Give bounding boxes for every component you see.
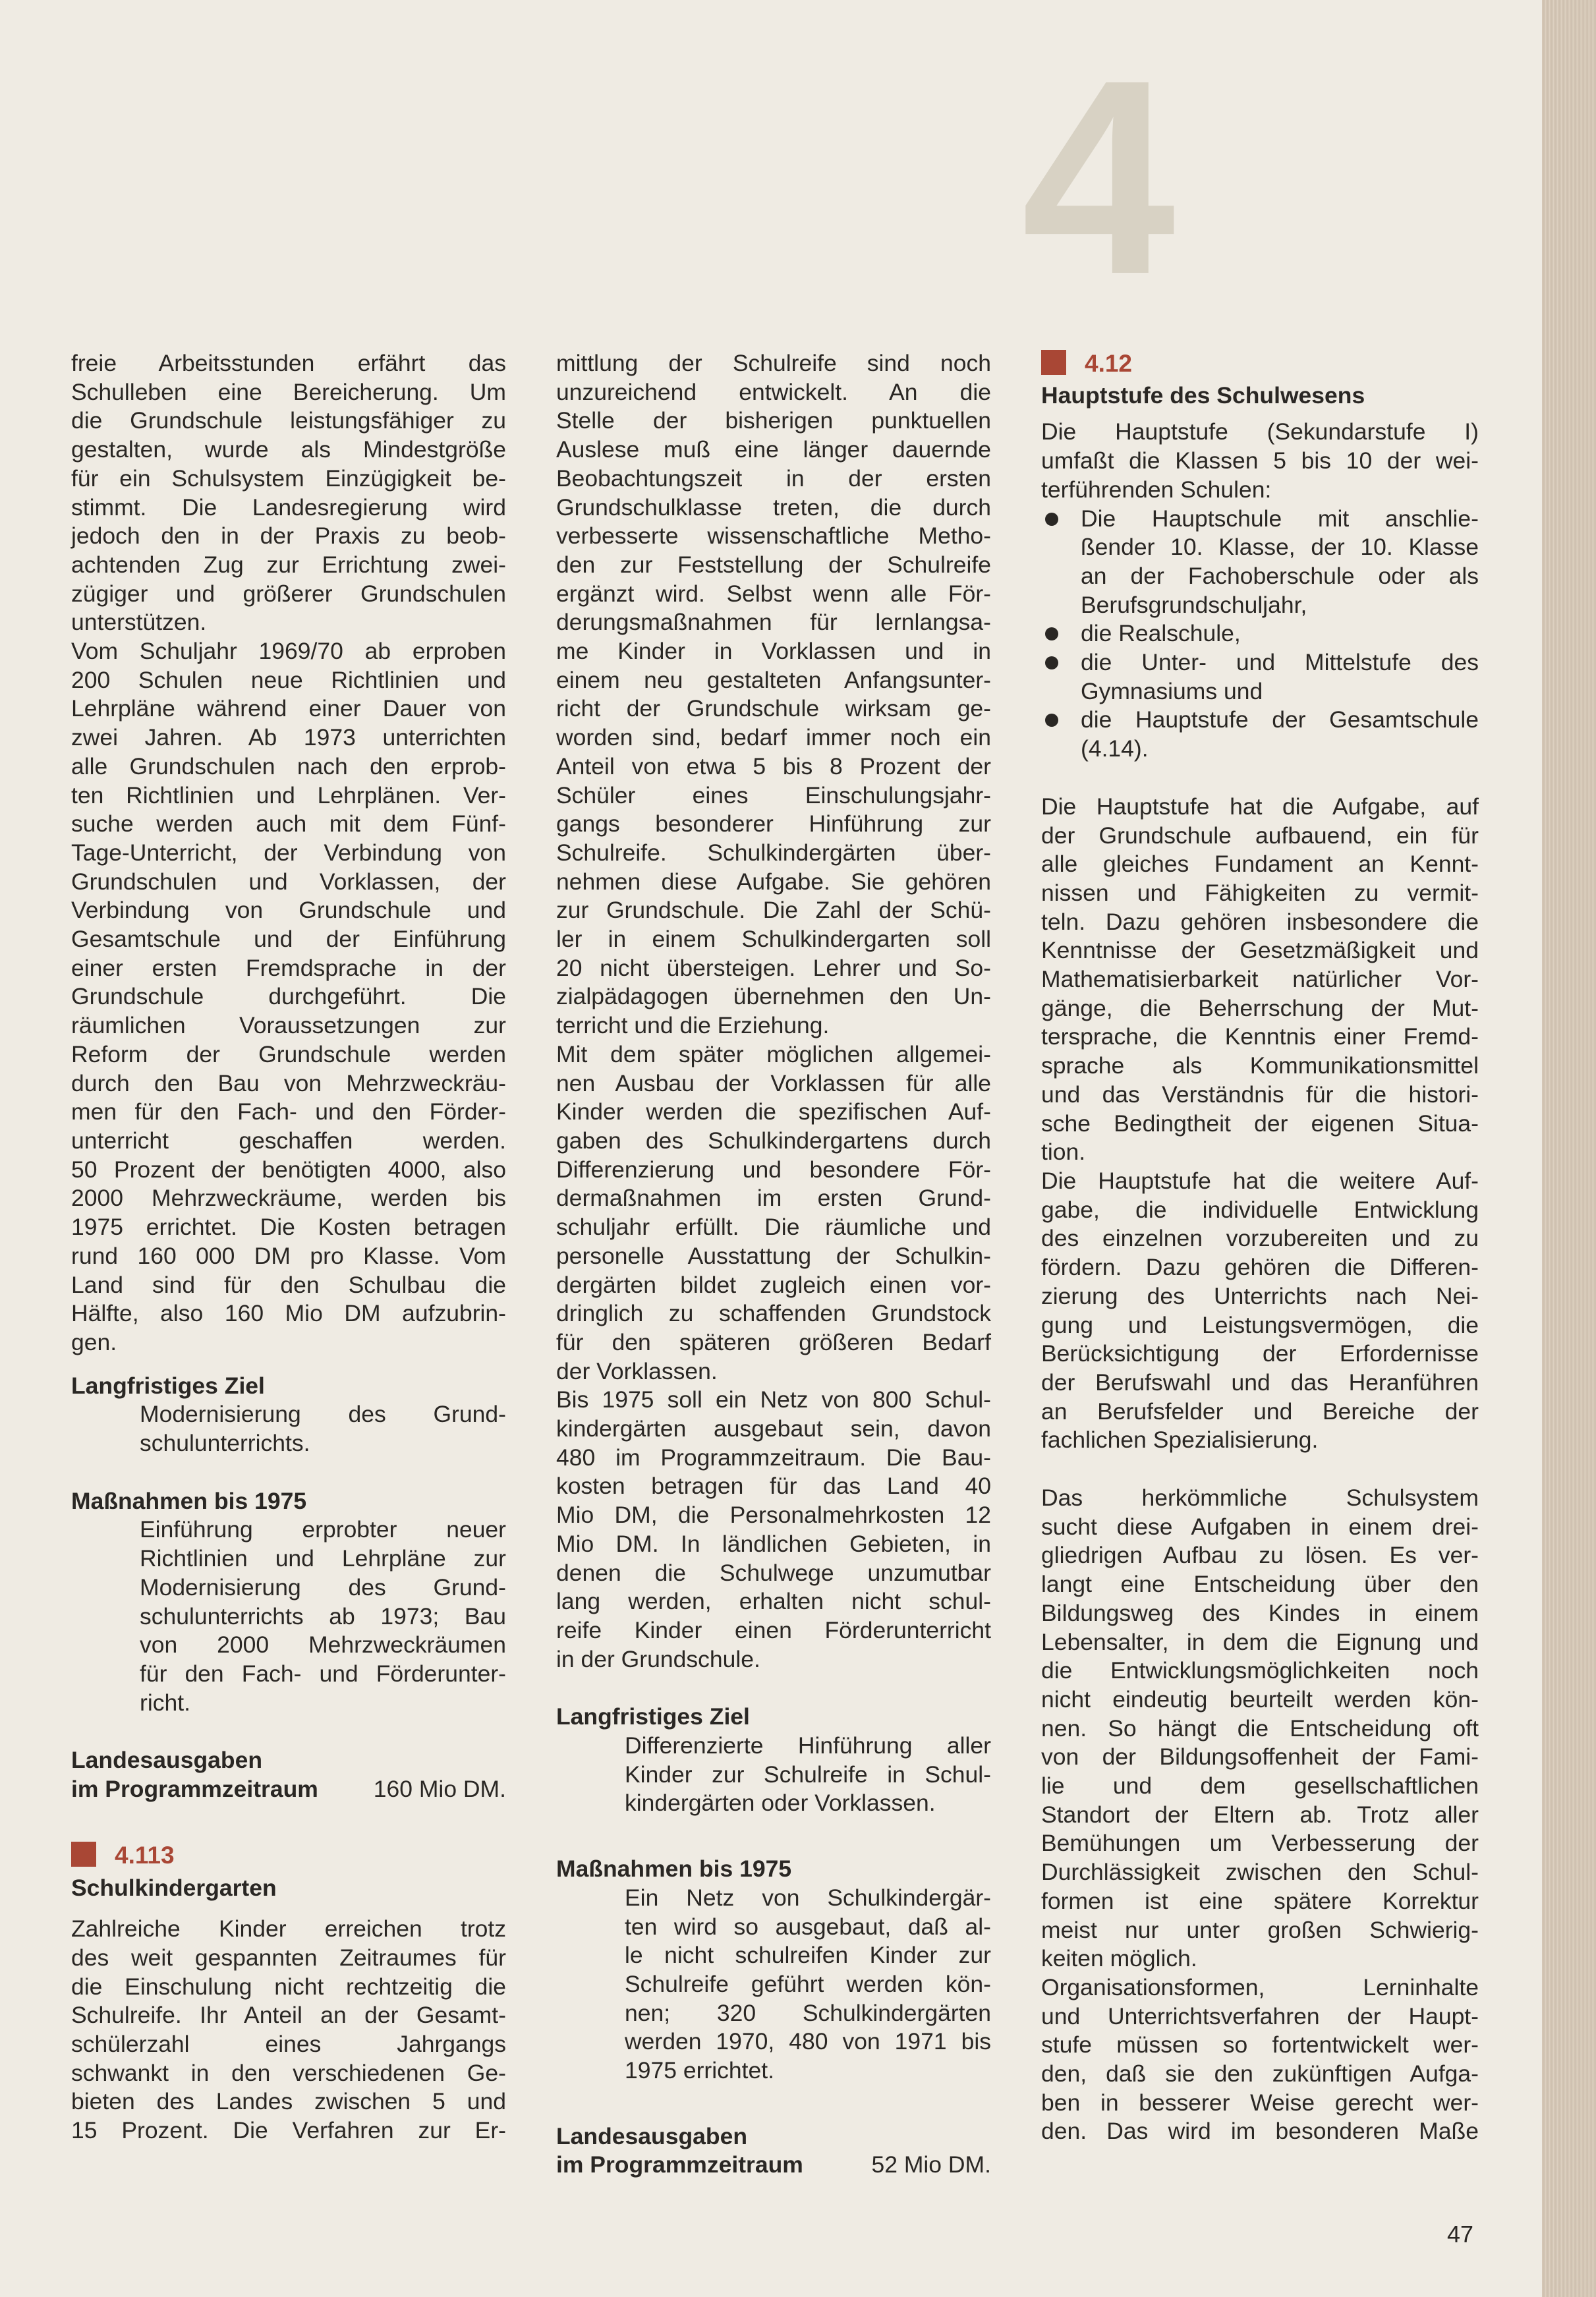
text-line: kosten betragen für das Land 40 (556, 1473, 991, 1500)
text-line: Grundschulklasse treten, die durch (556, 494, 991, 521)
text-line: Stelle der bisherigen punktuellen (556, 407, 991, 434)
chapter-number: 4 (1021, 23, 1176, 332)
text-line: Durchlässigkeit zwischen den Schul- (1041, 1859, 1479, 1886)
text-line: Kinder werden die spezifischen Auf- (556, 1098, 991, 1125)
text-line: Schulreife geführt werden kön- (625, 1970, 991, 1997)
text-line: 200 Schulen neue Richtlinien und (71, 666, 506, 693)
text-line: des einzelnen vorzubereiten und zu (1041, 1225, 1479, 1252)
text-line: achtenden Zug zur Errichtung zwei- (71, 551, 506, 578)
text-line: keiten möglich. (1041, 1945, 1197, 1972)
text-line: Mathematisierbarkeit natürlicher Vor- (1041, 966, 1479, 993)
text-line: schulunterrichts ab 1973; Bau (140, 1602, 506, 1630)
text-line: terricht und die Erziehung. (556, 1012, 830, 1039)
text-line: den. Das wird im besonderen Maße (1041, 2118, 1479, 2145)
spending-value: 160 Mio DM. (373, 1776, 506, 1803)
text-line: Die Hauptstufe (Sekundarstufe I) (1041, 418, 1479, 445)
section-number: 4.113 (115, 1841, 175, 1869)
text-line: bieten des Landes zwischen 5 und (71, 2088, 506, 2115)
text-line: ben in besserer Weise gerecht wer- (1041, 2089, 1479, 2116)
text-line: derungsmaßnahmen für lernlangsa- (556, 609, 991, 636)
text-line: jedoch den in der Praxis zu beob- (71, 523, 506, 550)
text-line: Bis 1975 soll ein Netz von 800 Schul- (556, 1386, 991, 1413)
bullet-icon (1041, 648, 1081, 706)
text-line: Schulleben eine Bereicherung. Um (71, 378, 506, 405)
text-line: Schulreife. Ihr Anteil an der Gesamt- (71, 2002, 506, 2029)
text-line: richt. (140, 1689, 190, 1716)
list-item (1041, 648, 1479, 706)
text-line: Kenntnisse der Gesetzmäßigkeit und (1041, 937, 1479, 964)
text-line: Organisationsformen, Lerninhalte (1041, 1973, 1479, 2000)
goal-text (71, 1400, 506, 1458)
text-line: Land sind für den Schulbau die (71, 1271, 506, 1298)
text-line: den, daß sie den zukünftigen Aufga- (1041, 2060, 1479, 2087)
bullet-icon (1041, 706, 1081, 763)
paragraph-2 (1041, 1484, 1479, 2146)
list-item (1041, 619, 1479, 648)
section-marker-icon (71, 1842, 96, 1867)
spending-heading: Landesausgaben (556, 2122, 747, 2149)
text-line: gen. (71, 1328, 117, 1355)
text-line: die Entwicklungsmöglichkeiten noch (1041, 1657, 1479, 1684)
text-line: langt eine Entscheidung über den (1041, 1571, 1479, 1598)
col2-body (556, 349, 991, 1674)
text-line: teln. Dazu gehören insbesondere die (1041, 908, 1479, 935)
text-line: Modernisierung des Grund- (140, 1401, 506, 1428)
text-line: an der Fachoberschule oder als (1081, 562, 1479, 589)
text-line: Berücksichtigung der Erfordernisse (1041, 1340, 1479, 1367)
spending-row (556, 2151, 991, 2180)
text-line: Schüler eines Einschulungsjahr- (556, 781, 991, 808)
text-line: an Berufsfelder und Bereiche der (1041, 1398, 1479, 1425)
section-number: 4.12 (1085, 350, 1133, 377)
text-line: Das herkömmliche Schulsystem (1041, 1485, 1479, 1512)
text-line: sprache als Kommunikationsmittel (1041, 1052, 1479, 1079)
text-line: Lehrpläne während einer Dauer von (71, 695, 506, 722)
spending-value: 52 Mio DM. (871, 2151, 991, 2178)
measures-text (556, 1884, 991, 2085)
text-line: 1975 errichtet. (625, 2057, 774, 2084)
text-line: Tage-Unterricht, der Verbindung von (71, 839, 506, 866)
text-line: Vom Schuljahr 1969/70 ab erproben (71, 638, 506, 665)
text-line: Die Hauptstufe hat die weitere Auf- (1041, 1167, 1479, 1194)
text-line: le nicht schulreifen Kinder zur (625, 1942, 991, 1969)
text-line: mittlung der Schulreife sind noch (556, 350, 991, 376)
text-line: 15 Prozent. Die Verfahren zur Er- (71, 2117, 506, 2144)
text-line: Gesamtschule und der Einführung (71, 926, 506, 953)
text-line: zügiger und größerer Grundschulen (71, 580, 506, 607)
text-line: ten Richtlinien und Lehrplänen. Ver- (71, 781, 506, 808)
text-line: schwankt in den verschiedenen Ge- (71, 2059, 506, 2086)
text-line: Grundschule durchgeführt. Die (71, 983, 506, 1010)
column-2 (556, 349, 991, 2180)
text-line: Richtlinien und Lehrpläne zur (140, 1545, 506, 1572)
book-page-edge (1542, 0, 1596, 2297)
text-line: sche Bedingtheit der eigenen Situa- (1041, 1110, 1479, 1137)
bullet-list (1041, 505, 1479, 764)
text-line: einer ersten Fremdsprache in der (71, 954, 506, 981)
text-line: richt der Grundschule wirksam ge- (556, 695, 991, 722)
text-line: gung und Leistungsvermögen, die (1041, 1311, 1479, 1338)
text-line: kindergärten ausgebaut sein, davon (556, 1415, 991, 1442)
text-line: alle Grundschulen nach den erprob- (71, 752, 506, 780)
text-line: unterstützen. (71, 609, 207, 636)
text-line: ten wird so ausgebaut, daß al- (625, 1913, 991, 1940)
spending-label: im Programmzeitraum (71, 1776, 318, 1803)
text-line: der Vorklassen. (556, 1357, 718, 1384)
text-line: Die Hauptschule mit anschlie- (1081, 505, 1479, 532)
spending-label: im Programmzeitraum (556, 2151, 803, 2178)
text-line: personelle Ausstattung der Schulkin- (556, 1242, 991, 1269)
text-line: Die Hauptstufe hat die Aufgabe, auf (1041, 793, 1479, 820)
section-text (71, 1915, 506, 2145)
text-line: ßender 10. Klasse, der 10. Klasse (1081, 534, 1479, 561)
text-line: Auslese muß eine länger dauernde (556, 436, 991, 463)
text-line: einem neu gestalteten Anfangsunter- (556, 666, 991, 693)
text-line: fördern. Dazu gehören die Differen- (1041, 1254, 1479, 1281)
spending-row (71, 1775, 506, 1804)
text-line: (4.14). (1081, 735, 1149, 762)
paragraph-1 (1041, 793, 1479, 1455)
goal-text (556, 1732, 991, 1818)
text-line: und das Verständnis für die histori- (1041, 1081, 1479, 1108)
bullet-icon (1041, 619, 1081, 648)
text-line: die Einschulung nicht rechtzeitig die (71, 1973, 506, 2000)
text-line: Modernisierung des Grund- (140, 1574, 506, 1601)
text-line: freie Arbeitsstunden erfährt das (71, 350, 506, 376)
text-line: und Unterrichtsverfahren der Haupt- (1041, 2002, 1479, 2029)
goal-heading: Langfristiges Ziel (71, 1372, 265, 1399)
text-line: Einführung erprobter neuer (140, 1516, 506, 1543)
text-line: me Kinder in Vorklassen und in (556, 638, 991, 665)
text-line: nen; 320 Schulkindergärten (625, 1999, 991, 2026)
text-line: Mio DM, die Personalmehrkosten 12 (556, 1502, 991, 1529)
text-line: die Realschule, (1081, 620, 1241, 647)
text-line: für den Fach- und Förderunter- (140, 1660, 506, 1687)
text-line: Berufsgrundschuljahr, (1081, 591, 1307, 618)
text-line: alle gleiches Fundament an Kennt- (1041, 851, 1479, 878)
section-title: Hauptstufe des Schulwesens (1041, 382, 1365, 409)
text-line: gestalten, wurde als Mindestgröße (71, 436, 506, 463)
text-line: Differenzierte Hinführung aller (625, 1732, 991, 1759)
text-line: Schulreife. Schulkindergärten über- (556, 839, 991, 866)
text-line: nissen und Fähigkeiten zu vermit- (1041, 879, 1479, 906)
text-line: tion. (1041, 1139, 1086, 1166)
list-item (1041, 505, 1479, 620)
text-line: Lebensalter, in dem die Eignung und (1041, 1628, 1479, 1655)
text-line: gaben des Schulkindergartens durch (556, 1127, 991, 1154)
text-line: terführenden Schulen: (1041, 476, 1272, 503)
section-title: Schulkindergarten (71, 1875, 277, 1902)
list-item (1041, 706, 1479, 763)
text-line: 50 Prozent der benötigten 4000, also (71, 1156, 506, 1183)
text-line: Bildungsweg des Kindes in einem (1041, 1599, 1479, 1626)
text-line: Anteil von etwa 5 bis 8 Prozent der (556, 752, 991, 780)
text-line: Verbindung von Grundschule und (71, 897, 506, 924)
text-line: dergärten bildet zugleich einen vor- (556, 1271, 991, 1298)
text-line: Beobachtungszeit in der ersten (556, 465, 991, 492)
text-line: räumlichen Voraussetzungen zur (71, 1012, 506, 1039)
measures-heading: Maßnahmen bis 1975 (556, 1856, 792, 1883)
text-line: suche werden auch mit dem Fünf- (71, 810, 506, 837)
text-line: Reform der Grundschule werden (71, 1040, 506, 1067)
text-line: nehmen diese Aufgabe. Sie gehören (556, 868, 991, 895)
text-line: gabe, die individuelle Entwicklung (1041, 1196, 1479, 1223)
text-line: zwei Jahren. Ab 1973 unterrichten (71, 724, 506, 751)
text-line: 480 im Programmzeitraum. Die Bau- (556, 1444, 991, 1471)
text-line: kindergärten oder Vorklassen. (625, 1790, 936, 1817)
text-line: die Grundschule leistungsfähiger zu (71, 407, 506, 434)
text-line: rund 160 000 DM pro Klasse. Vom (71, 1242, 506, 1269)
text-line: formen ist eine spätere Korrektur (1041, 1887, 1479, 1914)
text-line: umfaßt die Klassen 5 bis 10 der wei- (1041, 447, 1479, 474)
text-line: Hälfte, also 160 Mio DM aufzubrin- (71, 1300, 506, 1327)
text-line: sucht diese Aufgaben in einem drei- (1041, 1513, 1479, 1540)
text-line: zialpädagogen übernehmen den Un- (556, 983, 991, 1010)
text-line: werden 1970, 480 von 1971 bis (625, 2028, 991, 2055)
text-line: nicht eindeutig beurteilt werden kön- (1041, 1686, 1479, 1713)
text-line: Differenzierung und besondere För- (556, 1156, 991, 1183)
section-marker-icon (1041, 350, 1066, 375)
text-line: ergänzt wird. Selbst wenn alle För- (556, 580, 991, 607)
text-line: der Grundschule aufbauend, ein für (1041, 822, 1479, 849)
text-line: nen. So hängt die Entscheidung oft (1041, 1715, 1479, 1742)
text-line: des weit gespannten Zeitraumes für (71, 1944, 506, 1971)
text-line: 20 nicht übersteigen. Lehrer und So- (556, 954, 991, 981)
text-line: den zur Feststellung der Schulreife (556, 551, 991, 578)
text-line: schulunterrichts. (140, 1430, 310, 1457)
text-line: Gymnasiums und (1081, 677, 1263, 704)
text-line: Kinder zur Schulreife in Schul- (625, 1761, 991, 1788)
text-line: dermaßnahmen im ersten Grund- (556, 1185, 991, 1212)
text-line: tersprache, die Kenntnis einer Fremd- (1041, 1023, 1479, 1050)
text-line: lie und dem gesellschaftlichen (1041, 1772, 1479, 1800)
text-line: Mit dem später möglichen allgemei- (556, 1040, 991, 1067)
section-header (1041, 349, 1479, 379)
text-line: Ein Netz von Schulkindergär- (625, 1884, 991, 1911)
text-line: zierung des Unterrichts nach Nei- (1041, 1282, 1479, 1309)
goal-heading: Langfristiges Ziel (556, 1703, 750, 1730)
spending-heading: Landesausgaben (71, 1747, 262, 1774)
text-line: für ein Schulsystem Einzügigkeit be- (71, 465, 506, 492)
bullet-icon (1041, 505, 1081, 620)
text-line: stimmt. Die Landesregierung wird (71, 494, 506, 521)
text-line: gänge, die Beherrschung der Mut- (1041, 994, 1479, 1021)
text-line: die Hauptstufe der Gesamtschule (1081, 706, 1479, 733)
text-line: schülerzahl eines Jahrgangs (71, 2030, 506, 2057)
text-line: schuljahr erfüllt. Die räumliche und (556, 1214, 991, 1241)
text-line: zur Grundschule. Die Zahl der Schü- (556, 897, 991, 924)
text-line: dringlich zu schaffenden Grundstock (556, 1300, 991, 1327)
text-line: stufe müssen so fortentwickelt wer- (1041, 2031, 1479, 2058)
text-line: durch den Bau von Mehrzweckräu- (71, 1069, 506, 1096)
text-line: in der Grundschule. (556, 1645, 760, 1672)
text-line: meist nur unter großen Schwierig- (1041, 1916, 1479, 1943)
text-line: gangs besonderer Hinführung zur (556, 810, 991, 837)
text-line: von der Bildungsoffenheit der Fami- (1041, 1744, 1479, 1771)
column-3 (1041, 349, 1479, 2146)
intro-text (1041, 418, 1479, 504)
text-line: 2000 Mehrzweckräume, werden bis (71, 1185, 506, 1212)
text-line: 1975 errichtet. Die Kosten betragen (71, 1214, 506, 1241)
text-line: ler in einem Schulkindergarten soll (556, 926, 991, 953)
page-number: 47 (1447, 2221, 1474, 2248)
text-line: Zahlreiche Kinder erreichen trotz (71, 1915, 506, 1943)
text-line: reife Kinder einen Förderunterricht (556, 1616, 991, 1643)
text-line: denen die Schulwege unzumutbar (556, 1559, 991, 1586)
text-line: Grundschulen und Vorklassen, der (71, 868, 506, 895)
section-header (71, 1841, 506, 1871)
col1-body (71, 349, 506, 1357)
text-line: men für den Fach- und den Förder- (71, 1098, 506, 1125)
text-line: verbesserte wissenschaftliche Metho- (556, 523, 991, 550)
text-line: Standort der Eltern ab. Trotz aller (1041, 1801, 1479, 1828)
text-line: von 2000 Mehrzweckräumen (140, 1631, 506, 1659)
measures-text (71, 1516, 506, 1717)
text-line: unzureichend entwickelt. An die (556, 378, 991, 405)
measures-heading: Maßnahmen bis 1975 (71, 1487, 307, 1514)
text-line: unterricht geschaffen werden. (71, 1127, 506, 1154)
text-line: die Unter- und Mittelstufe des (1081, 649, 1479, 676)
text-line: Mio DM. In ländlichen Gebieten, in (556, 1530, 991, 1557)
text-line: nen Ausbau der Vorklassen für alle (556, 1069, 991, 1096)
text-line: worden sind, bedarf immer noch ein (556, 724, 991, 751)
text-line: Bemühungen um Verbesserung der (1041, 1830, 1479, 1857)
text-line: gliedrigen Aufbau zu lösen. Es ver- (1041, 1542, 1479, 1569)
text-line: für den späteren größeren Bedarf (556, 1328, 991, 1355)
text-line: lang werden, erhalten nicht schul- (556, 1588, 991, 1615)
text-line: der Berufswahl und das Heranführen (1041, 1369, 1479, 1396)
text-line: fachlichen Spezialisierung. (1041, 1427, 1319, 1454)
column-1 (71, 349, 506, 2145)
